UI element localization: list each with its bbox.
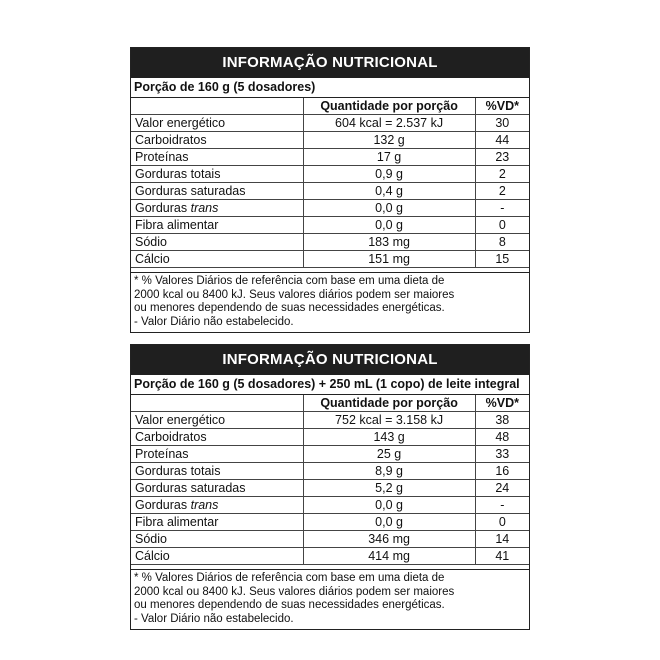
nutrient-daily-value: 15 bbox=[475, 251, 529, 268]
header-blank bbox=[131, 395, 303, 412]
table-row bbox=[131, 412, 529, 429]
nutrient-name: Fibra alimentar bbox=[131, 514, 303, 531]
table-row bbox=[131, 183, 529, 200]
nutrient-name: Valor energético bbox=[131, 115, 303, 132]
table-row bbox=[131, 115, 529, 132]
nutrient-quantity: 0,0 g bbox=[303, 217, 475, 234]
nutrient-quantity: 151 mg bbox=[303, 251, 475, 268]
header-quantity: Quantidade por porção bbox=[303, 98, 475, 115]
table-header-row bbox=[131, 98, 529, 115]
nutrient-daily-value: 16 bbox=[475, 463, 529, 480]
table-header-row bbox=[131, 395, 529, 412]
nutrient-name: Proteínas bbox=[131, 149, 303, 166]
nutrient-quantity: 604 kcal = 2.537 kJ bbox=[303, 115, 475, 132]
nutrient-daily-value: 24 bbox=[475, 480, 529, 497]
nutrient-name: Gorduras saturadas bbox=[131, 480, 303, 497]
nutrient-name: Gorduras trans bbox=[131, 200, 303, 217]
nutrient-name: Cálcio bbox=[131, 251, 303, 268]
footnote bbox=[131, 272, 529, 332]
nutrient-quantity: 25 g bbox=[303, 446, 475, 463]
nutrient-name: Gorduras totais bbox=[131, 166, 303, 183]
nutrient-name: Sódio bbox=[131, 531, 303, 548]
panel-title: INFORMAÇÃO NUTRICIONAL bbox=[131, 345, 529, 375]
table-row bbox=[131, 548, 529, 565]
nutrient-name: Gorduras trans bbox=[131, 497, 303, 514]
nutrient-quantity: 0,9 g bbox=[303, 166, 475, 183]
nutrient-name: Gorduras totais bbox=[131, 463, 303, 480]
nutrient-daily-value: 14 bbox=[475, 531, 529, 548]
nutrient-daily-value: 0 bbox=[475, 514, 529, 531]
nutrient-quantity: 17 g bbox=[303, 149, 475, 166]
table-row bbox=[131, 497, 529, 514]
nutrient-daily-value: 33 bbox=[475, 446, 529, 463]
nutrient-name: Valor energético bbox=[131, 412, 303, 429]
footnote-line: 2000 kcal ou 8400 kJ. Seus valores diários podem ser maiores bbox=[134, 288, 455, 301]
table-row bbox=[131, 514, 529, 531]
table-row bbox=[131, 166, 529, 183]
footnote-line: - Valor Diário não estabelecido. bbox=[134, 315, 294, 328]
header-quantity: Quantidade por porção bbox=[303, 395, 475, 412]
table-row bbox=[131, 217, 529, 234]
nutrient-daily-value: 2 bbox=[475, 183, 529, 200]
table-row bbox=[131, 429, 529, 446]
nutrient-name: Gorduras saturadas bbox=[131, 183, 303, 200]
nutrient-quantity: 414 mg bbox=[303, 548, 475, 565]
table-row bbox=[131, 132, 529, 149]
serving-size: Porção de 160 g (5 dosadores) + 250 mL (1 copo) de leite integral bbox=[131, 375, 529, 395]
nutrient-quantity: 5,2 g bbox=[303, 480, 475, 497]
table-row bbox=[131, 480, 529, 497]
table-row bbox=[131, 200, 529, 217]
nutrient-daily-value: 48 bbox=[475, 429, 529, 446]
nutrient-quantity: 183 mg bbox=[303, 234, 475, 251]
nutrient-daily-value: 44 bbox=[475, 132, 529, 149]
header-blank bbox=[131, 98, 303, 115]
nutrient-daily-value: - bbox=[475, 200, 529, 217]
nutrient-quantity: 346 mg bbox=[303, 531, 475, 548]
nutrient-quantity: 8,9 g bbox=[303, 463, 475, 480]
footnote bbox=[131, 569, 529, 629]
footnote-line: * % Valores Diários de referência com base em uma dieta de bbox=[134, 275, 445, 287]
header-daily-value: %VD* bbox=[475, 98, 529, 115]
nutrient-daily-value: 8 bbox=[475, 234, 529, 251]
nutrient-daily-value: 0 bbox=[475, 217, 529, 234]
nutrient-daily-value: 2 bbox=[475, 166, 529, 183]
nutrient-name: Carboidratos bbox=[131, 132, 303, 149]
nutrient-name: Sódio bbox=[131, 234, 303, 251]
nutrient-daily-value: 23 bbox=[475, 149, 529, 166]
table-row bbox=[131, 463, 529, 480]
table-row bbox=[131, 149, 529, 166]
table-row bbox=[131, 446, 529, 463]
header-daily-value: %VD* bbox=[475, 395, 529, 412]
nutrition-table bbox=[131, 98, 529, 268]
nutrient-daily-value: 38 bbox=[475, 412, 529, 429]
nutrient-quantity: 0,4 g bbox=[303, 183, 475, 200]
serving-size: Porção de 160 g (5 dosadores) bbox=[131, 78, 529, 98]
footnote-line: ou menores dependendo de suas necessidades energéticas. bbox=[134, 599, 445, 611]
nutrient-quantity: 0,0 g bbox=[303, 200, 475, 217]
nutrient-name: Fibra alimentar bbox=[131, 217, 303, 234]
nutrient-daily-value: 41 bbox=[475, 548, 529, 565]
nutrient-name: Proteínas bbox=[131, 446, 303, 463]
nutrient-name: Carboidratos bbox=[131, 429, 303, 446]
footnote-line: ou menores dependendo de suas necessidades energéticas. bbox=[134, 302, 445, 314]
table-row bbox=[131, 251, 529, 268]
table-row bbox=[131, 234, 529, 251]
footnote-line: 2000 kcal ou 8400 kJ. Seus valores diários podem ser maiores bbox=[134, 585, 455, 598]
nutrient-daily-value: 30 bbox=[475, 115, 529, 132]
footnote-line: - Valor Diário não estabelecido. bbox=[134, 612, 294, 625]
nutrient-quantity: 752 kcal = 3.158 kJ bbox=[303, 412, 475, 429]
nutrition-panel-2 bbox=[130, 344, 530, 630]
nutrition-panel-1 bbox=[130, 47, 530, 333]
nutrient-daily-value: - bbox=[475, 497, 529, 514]
nutrient-quantity: 143 g bbox=[303, 429, 475, 446]
nutrient-quantity: 132 g bbox=[303, 132, 475, 149]
nutrition-table bbox=[131, 395, 529, 565]
nutrient-quantity: 0,0 g bbox=[303, 514, 475, 531]
nutrient-quantity: 0,0 g bbox=[303, 497, 475, 514]
panel-title: INFORMAÇÃO NUTRICIONAL bbox=[131, 48, 529, 78]
table-row bbox=[131, 531, 529, 548]
footnote-line: * % Valores Diários de referência com base em uma dieta de bbox=[134, 572, 445, 584]
nutrient-name: Cálcio bbox=[131, 548, 303, 565]
